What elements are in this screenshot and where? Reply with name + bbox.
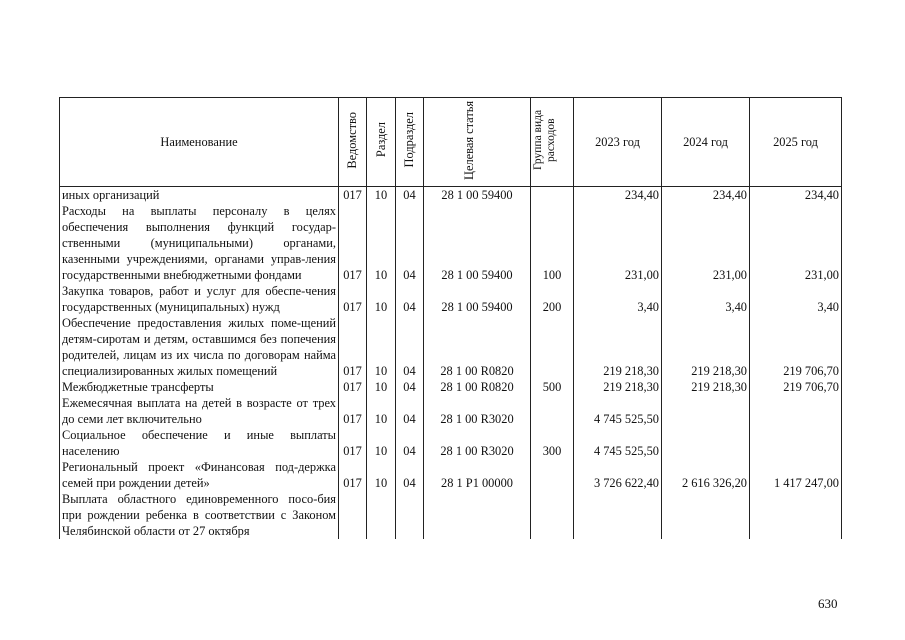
page-number: 630 [818, 596, 838, 611]
cell-subsection: 04 [396, 459, 424, 491]
cell-section [367, 491, 396, 539]
table-row [60, 203, 842, 283]
cell-y2023: 234,40 [574, 187, 662, 204]
cell-dept [339, 491, 367, 539]
cell-y2024: 219 218,30 [662, 379, 750, 395]
cell-group: 100 [531, 203, 574, 283]
cell-subsection: 04 [396, 395, 424, 427]
cell-subsection: 04 [396, 283, 424, 315]
cell-y2023 [574, 491, 662, 539]
cell-y2023: 4 745 525,50 [574, 427, 662, 459]
cell-y2024 [662, 491, 750, 539]
cell-y2025: 219 706,70 [750, 379, 842, 395]
cell-subsection: 04 [396, 427, 424, 459]
cell-group [531, 459, 574, 491]
cell-section: 10 [367, 379, 396, 395]
cell-y2025: 234,40 [750, 187, 842, 204]
cell-y2024: 234,40 [662, 187, 750, 204]
header-section: Раздел [367, 98, 396, 187]
cell-dept: 017 [339, 459, 367, 491]
cell-y2024: 219 218,30 [662, 315, 750, 379]
cell-y2023: 219 218,30 [574, 379, 662, 395]
header-2023: 2023 год [574, 98, 662, 187]
header-2025: 2025 год [750, 98, 842, 187]
cell-dept: 017 [339, 203, 367, 283]
cell-group: 500 [531, 379, 574, 395]
cell-target: 28 1 00 R0820 [424, 379, 531, 395]
cell-target: 28 1 00 R3020 [424, 395, 531, 427]
cell-dept: 017 [339, 395, 367, 427]
cell-target [424, 491, 531, 539]
header-2024: 2024 год [662, 98, 750, 187]
table-row [60, 459, 842, 491]
cell-group [531, 491, 574, 539]
cell-dept: 017 [339, 379, 367, 395]
cell-name: Ежемесячная выплата на детей в возрасте от трех до семи лет включительно [60, 395, 339, 427]
cell-y2024: 2 616 326,20 [662, 459, 750, 491]
header-name: Наименование [60, 98, 339, 187]
cell-y2024 [662, 427, 750, 459]
cell-dept: 017 [339, 427, 367, 459]
cell-subsection: 04 [396, 315, 424, 379]
header-target: Целевая статья [424, 98, 531, 187]
cell-name: Обеспечение предоставления жилых поме-щений детям-сиротам и детям, оставшимся без попечения родителей, лицам из их числа по договорам найма специализированных жилых помещений [60, 315, 339, 379]
cell-y2024: 3,40 [662, 283, 750, 315]
cell-name: Региональный проект «Финансовая под-держка семей при рождении детей» [60, 459, 339, 491]
cell-name: Выплата областного единовременного посо-бия при рождении ребенка в соответствии с Законом Челябинской области от 27 октября [60, 491, 339, 539]
table-row [60, 395, 842, 427]
header-subsection: Подраздел [396, 98, 424, 187]
cell-name: Расходы на выплаты персоналу в целях обеспечения выполнения функций государ-ственными (муниципальными) органами, казенными учреждениями, органами управ-ления государственными внебюджетными фондами [60, 203, 339, 283]
header-row [60, 98, 842, 187]
table-row [60, 491, 842, 539]
cell-name: Закупка товаров, работ и услуг для обеспе-чения государственных (муниципальных) нужд [60, 283, 339, 315]
cell-section: 10 [367, 395, 396, 427]
cell-section: 10 [367, 203, 396, 283]
cell-y2023: 3,40 [574, 283, 662, 315]
cell-section: 10 [367, 459, 396, 491]
cell-target: 28 1 00 59400 [424, 203, 531, 283]
cell-subsection: 04 [396, 187, 424, 204]
cell-y2024 [662, 395, 750, 427]
cell-target: 28 1 Р1 00000 [424, 459, 531, 491]
budget-table [59, 97, 842, 539]
cell-group [531, 395, 574, 427]
cell-y2025: 231,00 [750, 203, 842, 283]
cell-y2025 [750, 427, 842, 459]
cell-y2025 [750, 491, 842, 539]
cell-group [531, 315, 574, 379]
cell-y2025 [750, 395, 842, 427]
cell-y2025: 3,40 [750, 283, 842, 315]
header-group: Группа вида расходов [531, 98, 574, 187]
cell-target: 28 1 00 59400 [424, 187, 531, 204]
cell-group [531, 187, 574, 204]
cell-name: иных организаций [60, 187, 339, 204]
cell-dept: 017 [339, 283, 367, 315]
cell-target: 28 1 00 59400 [424, 283, 531, 315]
cell-group: 300 [531, 427, 574, 459]
cell-dept: 017 [339, 315, 367, 379]
cell-name: Межбюджетные трансферты [60, 379, 339, 395]
cell-y2023: 231,00 [574, 203, 662, 283]
cell-section: 10 [367, 315, 396, 379]
cell-target: 28 1 00 R0820 [424, 315, 531, 379]
cell-y2023: 3 726 622,40 [574, 459, 662, 491]
cell-y2025: 1 417 247,00 [750, 459, 842, 491]
table-row [60, 427, 842, 459]
cell-section: 10 [367, 427, 396, 459]
header-dept: Ведомство [339, 98, 367, 187]
cell-section: 10 [367, 283, 396, 315]
cell-subsection: 04 [396, 203, 424, 283]
cell-y2023: 219 218,30 [574, 315, 662, 379]
cell-group: 200 [531, 283, 574, 315]
cell-y2023: 4 745 525,50 [574, 395, 662, 427]
table-row [60, 315, 842, 379]
cell-subsection [396, 491, 424, 539]
cell-y2024: 231,00 [662, 203, 750, 283]
table-row [60, 379, 842, 395]
cell-name: Социальное обеспечение и иные выплаты населению [60, 427, 339, 459]
table-row [60, 187, 842, 204]
cell-section: 10 [367, 187, 396, 204]
cell-target: 28 1 00 R3020 [424, 427, 531, 459]
cell-dept: 017 [339, 187, 367, 204]
cell-subsection: 04 [396, 379, 424, 395]
table-row [60, 283, 842, 315]
cell-y2025: 219 706,70 [750, 315, 842, 379]
